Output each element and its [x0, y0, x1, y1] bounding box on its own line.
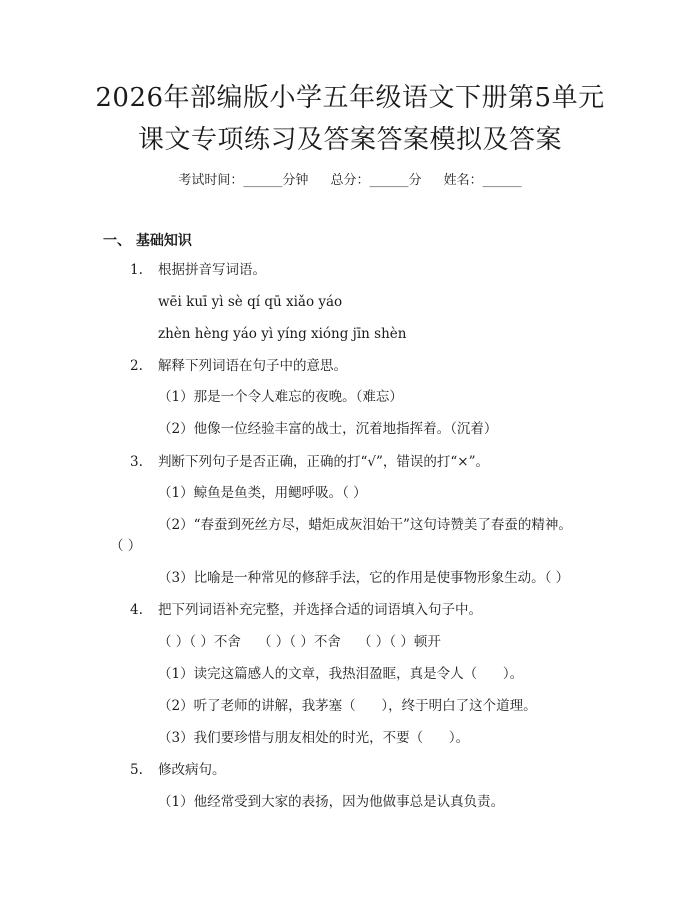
page-title: 2026年部编版小学五年级语文下册第5单元 [95, 83, 605, 113]
sub-item: （3）比喻是一种常见的修辞手法，它的作用是使事物形象生动。（ ） [158, 570, 570, 586]
sub-item: （2）听了老师的讲解，我茅塞（ ），终于明白了这个道理。 [158, 698, 537, 714]
question-1 [130, 260, 266, 280]
exam-time: 考试时间：______分钟 [178, 173, 309, 188]
page-subtitle: 课文专项练习及答案答案模拟及答案 [137, 125, 562, 155]
question-number: 1. [130, 262, 143, 278]
pinyin-line-1: wēi kuī yì sè qí qū xiǎo yáo [158, 294, 343, 310]
section-heading: 一、 基础知识 [103, 233, 192, 249]
sub-item: （2）“春蚕到死丝方尽，蜡炬成灰泪始干”这句诗赞美了春蚕的精神。 [158, 517, 572, 533]
question-number: 5. [130, 762, 143, 778]
sub-item: （1）读完这篇感人的文章，我热泪盈眶，真是令人（ ）。 [158, 666, 524, 682]
sub-item: （3）我们要珍惜与朋友相处的时光，不要（ ）。 [158, 730, 470, 746]
question-2 [130, 356, 347, 376]
question-text: 解释下列词语在句子中的意思。 [158, 358, 347, 374]
question-text: 判断下列句子是否正确，正确的打“√”，错误的打“×”。 [158, 454, 490, 470]
question-number: 2. [130, 358, 143, 374]
word-blanks: （ ）（ ）不舍 （ ）（ ）不舍 （ ）（ ）顿开 [158, 634, 441, 650]
exam-meta [0, 169, 700, 188]
question-text: 修改病句。 [158, 762, 226, 778]
question-number: 3. [130, 454, 143, 470]
question-5 [130, 760, 226, 780]
student-name: 姓名：______ [443, 173, 522, 188]
sub-item: （2）他像一位经验丰富的战士，沉着地指挥着。（沉着） [158, 421, 498, 437]
sub-item: （1）那是一个令人难忘的夜晚。（难忘） [158, 389, 403, 405]
sub-item: （1）鲸鱼是鱼类，用鳃呼吸。（ ） [158, 485, 367, 501]
sub-item: （1）他经常受到大家的表扬，因为他做事总是认真负责。 [158, 794, 505, 810]
question-text: 把下列词语补充完整，并选择合适的词语填入句子中。 [158, 602, 482, 618]
question-4 [130, 600, 482, 620]
total-score: 总分：______分 [330, 173, 422, 188]
question-text: 根据拼音写词语。 [158, 262, 266, 278]
sub-item-continuation: （ ） [110, 538, 142, 554]
question-number: 4. [130, 602, 143, 618]
question-3 [130, 452, 489, 472]
pinyin-line-2: zhèn hèng yáo yì yíng xióng jīn shèn [158, 326, 407, 342]
